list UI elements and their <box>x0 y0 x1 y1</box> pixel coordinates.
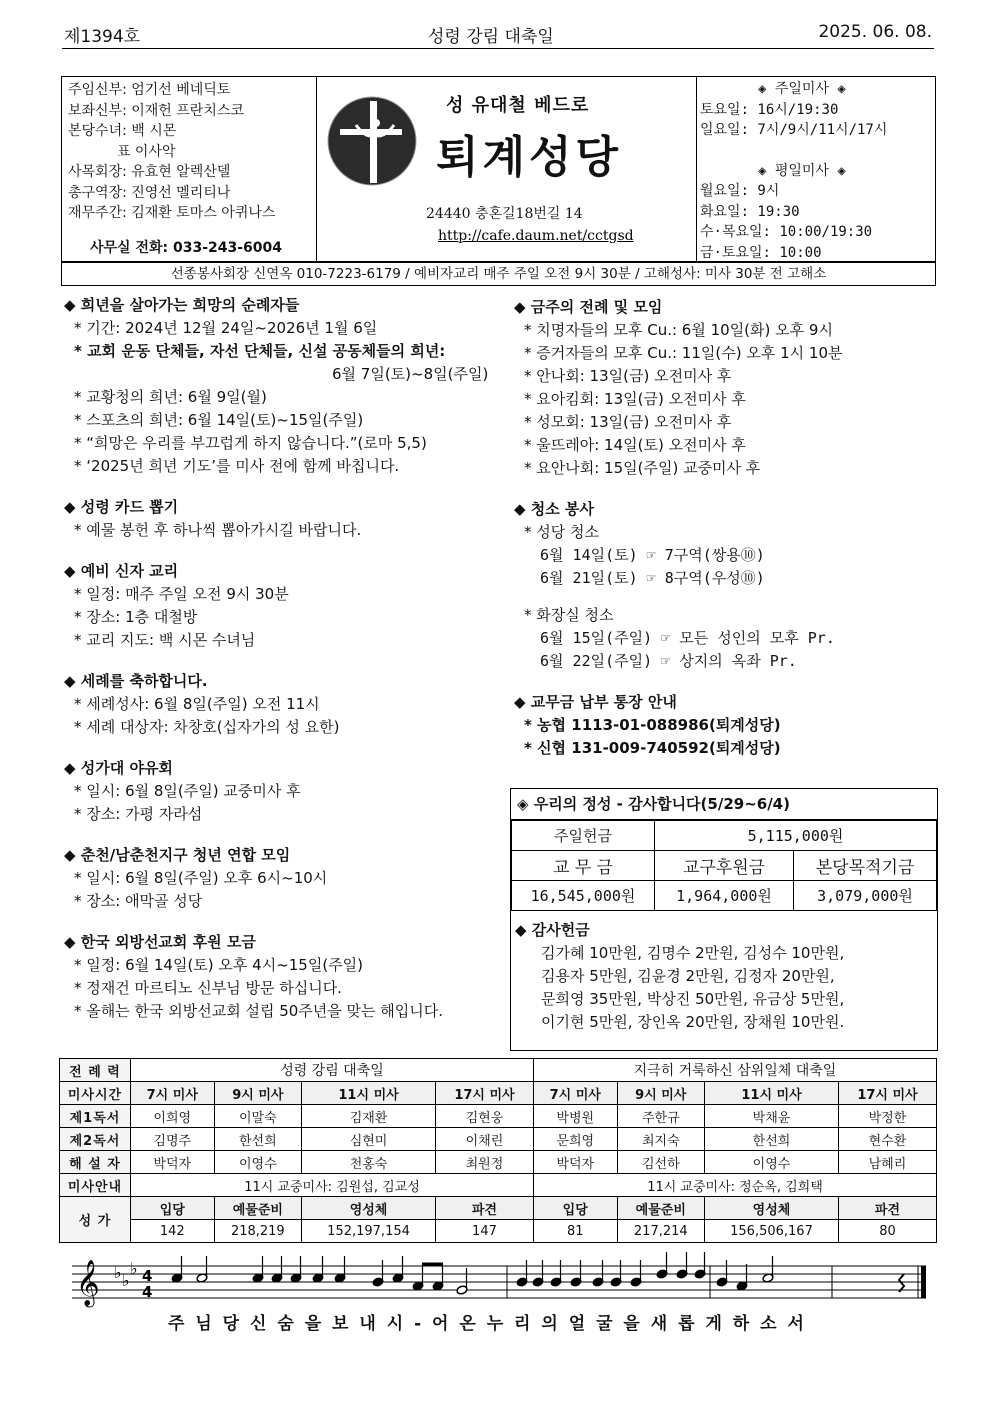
commentator-name: 이영수 <box>705 1151 839 1174</box>
section-item: * 장소: 가평 자라섬 <box>74 805 203 823</box>
section-title: ◆ 성령 카드 뽑기 <box>64 498 179 516</box>
brand-subtitle: 성 유대철 베드로 <box>446 95 590 116</box>
mass-time-header: 7시 미사 <box>131 1082 215 1105</box>
gift-title: ◆ 감사헌금 <box>515 921 590 939</box>
reader-name: 심현미 <box>302 1128 436 1151</box>
feast-2: 지극히 거룩하신 삼위일체 대축일 <box>533 1059 936 1082</box>
weekday-mass-tue: 화요일: 19:30 <box>700 203 800 220</box>
section-item: * 성당 청소 <box>524 523 599 541</box>
commentator-name: 천홍숙 <box>302 1151 436 1174</box>
hymn-label: 영성체 <box>705 1197 839 1220</box>
hymn-number: 142 <box>131 1220 215 1243</box>
gift-line: 김용자 5만원, 김윤경 2만원, 김정자 20만원, <box>541 967 835 985</box>
svg-text:4: 4 <box>142 1283 153 1301</box>
announcement-section <box>64 496 504 542</box>
sunday-mass-sun: 일요일: 7시/9시/11시/17시 <box>700 122 888 138</box>
info-bar: 선종봉사회장 신연옥 010-7223-6179 / 예비자교리 매주 주일 오전 9시 30분 / 고해성사: 미사 30분 전 고해소 <box>61 262 936 286</box>
commentator-name: 최원정 <box>435 1151 533 1174</box>
section-item: 6월 15일(주일) ☞ 모든 성인의 모후 Pr. <box>540 629 835 647</box>
svg-text:♭: ♭ <box>114 1263 122 1282</box>
section-item: * ‘2025년 희년 기도’를 미사 전에 함께 바칩니다. <box>74 457 400 475</box>
staff-line: 주임신부: 엄기선 베네딕토 <box>68 82 231 98</box>
mass-guide-1: 11시 교중미사: 김원섭, 김교성 <box>131 1174 534 1197</box>
commentator-name: 박덕자 <box>533 1151 617 1174</box>
hymn-number: 156,506,167 <box>705 1220 839 1243</box>
hymn-number: 147 <box>435 1220 533 1243</box>
row-label: 미사안내 <box>60 1174 131 1197</box>
section-item: 6월 14일(토) ☞ 7구역(쌍용⑩) <box>540 546 765 564</box>
section-item: * 교리 지도: 백 시몬 수녀님 <box>74 631 256 649</box>
section-item: * 농협 1113-01-088986(퇴계성당) <box>524 716 781 734</box>
staff-line: 보좌신부: 이재헌 프란치스코 <box>68 102 244 119</box>
church-logo-icon <box>326 95 418 187</box>
section-item: * 올해는 한국 외방선교회 설립 50주년을 맞는 해입니다. <box>74 1002 444 1020</box>
section-item: 6월 21일(토) ☞ 8구역(우성⑩) <box>540 569 765 587</box>
offering-value: 3,079,000원 <box>794 881 937 911</box>
mass-guide-2: 11시 교중미사: 정순옥, 김희택 <box>533 1174 936 1197</box>
row-label: 성 가 <box>60 1197 131 1243</box>
offering-table <box>511 820 937 911</box>
section-item: * 기간: 2024년 12월 24일~2026년 1월 6일 <box>74 319 378 337</box>
thanks-box <box>510 788 938 1051</box>
row-label: 미사시간 <box>60 1082 131 1105</box>
sunday-offering-label: 주일헌금 <box>512 821 655 851</box>
liturgy-schedule-table <box>59 1058 937 1243</box>
section-title: ◆ 금주의 전례 및 모임 <box>514 298 663 316</box>
row-label: 해 설 자 <box>60 1151 131 1174</box>
announcement-section <box>514 296 934 480</box>
music-staff <box>62 1252 934 1312</box>
staff-line: 사목회장: 유효현 알렉산델 <box>68 164 231 180</box>
reader-name: 이말숙 <box>214 1105 302 1128</box>
reader-name: 이희영 <box>131 1105 215 1128</box>
hymn-label: 예물준비 <box>214 1197 302 1220</box>
left-announcements <box>64 294 504 1023</box>
staff-line: 재무주간: 김재환 토마스 아퀴나스 <box>68 205 276 221</box>
section-item: * 세례 대상자: 차창호(십자가의 성 요한) <box>74 718 340 736</box>
staff-line: 총구역장: 진영선 멜리티나 <box>68 184 231 201</box>
mass-time-header: 9시 미사 <box>617 1082 705 1105</box>
offering-label: 교구후원금 <box>655 851 794 881</box>
commentator-name: 남혜리 <box>838 1151 936 1174</box>
header-box <box>61 76 936 262</box>
section-title: ◆ 예비 신자 교리 <box>64 562 179 580</box>
section-item: * 치명자들의 모후 Cu.: 6월 10일(화) 오후 9시 <box>524 321 833 339</box>
section-item: * 화장실 청소 <box>524 606 614 624</box>
row-label: 제2독서 <box>60 1128 131 1151</box>
page-title: 성령 강림 대축일 <box>428 27 554 47</box>
mass-time-header: 7시 미사 <box>533 1082 617 1105</box>
top-line <box>62 22 934 49</box>
section-title: ◆ 교무금 납부 통장 안내 <box>514 693 677 711</box>
section-item: * 요아킴회: 13일(금) 오전미사 후 <box>524 390 746 408</box>
hymn-label: 입당 <box>131 1197 215 1220</box>
section-item: * 신협 131-009-740592(퇴계성당) <box>524 739 781 757</box>
hymn-label: 입당 <box>533 1197 617 1220</box>
section-item: * 울뜨레아: 14일(토) 오전미사 후 <box>524 436 746 454</box>
row-label: 제1독서 <box>60 1105 131 1128</box>
announcement-section <box>64 560 504 652</box>
commentator-name: 이영수 <box>214 1151 302 1174</box>
staff-line: 본당수녀: 백 시몬 <box>68 123 177 139</box>
staff-list <box>62 77 316 224</box>
section-item: * 증거자들의 모후 Cu.: 11일(수) 오후 1시 10분 <box>524 344 843 362</box>
section-item: * 교황청의 희년: 6월 9일(월) <box>74 388 267 406</box>
hymn-number: 218,219 <box>214 1220 302 1243</box>
sunday-offering-value: 5,115,000원 <box>655 821 937 851</box>
section-item: * 일시: 6월 8일(주일) 오후 6시~10시 <box>74 869 328 887</box>
gift-line: 문희영 35만원, 박상진 50만원, 유금상 5만원, <box>541 990 845 1008</box>
hymn-label: 파견 <box>435 1197 533 1220</box>
commentator-name: 김선하 <box>617 1151 705 1174</box>
offering-value: 16,545,000원 <box>512 881 655 911</box>
mass-time-header: 11시 미사 <box>705 1082 839 1105</box>
announcement-section <box>514 498 934 673</box>
reader-name: 문희영 <box>533 1128 617 1151</box>
reader-name: 박정한 <box>838 1105 936 1128</box>
hymn-lyrics: 주 님 당 신 숨 을 보 내 시 - 어 온 누 리 의 얼 굴 을 새 롭 게 하 소 서 <box>168 1314 807 1334</box>
section-item: * 성모회: 13일(금) 오전미사 후 <box>524 413 732 431</box>
section-item: * 세례성사: 6월 8일(주일) 오전 11시 <box>74 695 320 713</box>
gift-section <box>511 911 937 1034</box>
thanks-title: ◈ 우리의 정성 - 감사합니다(5/29~6/4) <box>511 789 937 820</box>
commentator-name: 박덕자 <box>131 1151 215 1174</box>
weekday-mass-wedthu: 수·목요일: 10:00/19:30 <box>700 224 873 240</box>
issue-number: 제1394호 <box>64 27 141 47</box>
reader-name: 이채린 <box>435 1128 533 1151</box>
treble-clef-icon: 𝄞 <box>76 1260 100 1306</box>
offering-label: 교 무 금 <box>512 851 655 881</box>
hymn-label: 영성체 <box>302 1197 436 1220</box>
section-title: ◆ 세례를 축하합니다. <box>64 672 208 690</box>
offering-value: 1,964,000원 <box>655 881 794 911</box>
section-item: * 일정: 매주 주일 오전 9시 30분 <box>74 585 289 603</box>
cafe-link[interactable]: http://cafe.daum.net/cctgsd <box>438 228 634 244</box>
office-phone: 사무실 전화: 033-243-6004 <box>90 240 282 256</box>
right-announcements <box>514 296 934 760</box>
staff-line: 표 이사악 <box>68 143 176 160</box>
section-item: * 요안나회: 15일(주일) 교중미사 후 <box>524 459 761 477</box>
offering-label: 본당목적기금 <box>794 851 937 881</box>
hymn-number: 152,197,154 <box>302 1220 436 1243</box>
section-item: * 스포츠의 희년: 6월 14일(토)~15일(주일) <box>74 411 364 429</box>
section-title: ◆ 희년을 살아가는 희망의 순례자들 <box>64 296 300 314</box>
section-item: * 일정: 6월 14일(토) 오후 4시~15일(주일) <box>74 956 364 974</box>
hymn-number: 217,214 <box>617 1220 705 1243</box>
gift-line: 이기현 5만원, 장인옥 20만원, 장채원 10만원. <box>541 1013 845 1031</box>
reader-name: 최지숙 <box>617 1128 705 1151</box>
brand-column <box>316 77 697 261</box>
staff-column <box>62 77 317 261</box>
section-item: 6월 7일(토)~8일(주일) <box>332 365 489 383</box>
reader-name: 현수환 <box>838 1128 936 1151</box>
brand-name: 퇴계성당 <box>436 132 623 183</box>
section-item: * “희망은 우리를 부끄럽게 하지 않습니다.”(로마 5,5) <box>74 434 427 452</box>
row-label: 전 례 력 <box>60 1059 131 1082</box>
mass-times <box>696 77 935 263</box>
section-item: 6월 22일(주일) ☞ 상지의 옥좌 Pr. <box>540 652 797 670</box>
svg-text:♭: ♭ <box>130 1259 138 1278</box>
address: 24440 충혼길18번길 14 <box>426 206 583 222</box>
section-title: ◆ 한국 외방선교회 후원 모금 <box>64 933 256 951</box>
section-item: * 일시: 6월 8일(주일) 교중미사 후 <box>74 782 301 800</box>
reader-name: 김재환 <box>302 1105 436 1128</box>
svg-text:♭: ♭ <box>122 1271 130 1290</box>
hymn-number: 81 <box>533 1220 617 1243</box>
section-item: * 예물 봉헌 후 하나씩 뽑아가시길 바랍니다. <box>74 521 362 539</box>
svg-text:4: 4 <box>142 1267 153 1285</box>
hymn-label: 예물준비 <box>617 1197 705 1220</box>
mass-time-header: 9시 미사 <box>214 1082 302 1105</box>
section-title: ◆ 춘천/남춘천지구 청년 연합 모임 <box>64 846 291 864</box>
reader-name: 한선희 <box>705 1128 839 1151</box>
reader-name: 박병원 <box>533 1105 617 1128</box>
announcement-section <box>514 691 934 760</box>
section-item: * 장소: 애막골 성당 <box>74 892 203 910</box>
announcement-section <box>64 294 504 478</box>
sunday-mass-title: ◈ 주일미사 ◈ <box>758 81 846 97</box>
reader-name: 한선희 <box>214 1128 302 1151</box>
weekday-mass-mon: 월요일: 9시 <box>700 183 780 199</box>
mass-time-header: 17시 미사 <box>838 1082 936 1105</box>
section-item: * 교회 운동 단체들, 자선 단체들, 신설 공동체들의 희년: <box>74 342 446 360</box>
announcement-section <box>64 844 504 913</box>
section-item: * 정재건 마르티노 신부님 방문 하십니다. <box>74 979 342 997</box>
announcement-section <box>64 670 504 739</box>
section-title: ◆ 성가대 야유회 <box>64 759 173 777</box>
reader-name: 주한규 <box>617 1105 705 1128</box>
issue-date: 2025. 06. 08. <box>818 22 932 42</box>
section-title: ◆ 청소 봉사 <box>514 500 594 518</box>
announcement-section <box>64 931 504 1023</box>
sunday-mass-sat: 토요일: 16시/19:30 <box>700 101 839 118</box>
reader-name: 김현웅 <box>435 1105 533 1128</box>
hymn-number: 80 <box>838 1220 936 1243</box>
hymn-label: 파견 <box>838 1197 936 1220</box>
feast-1: 성령 강림 대축일 <box>131 1059 534 1082</box>
weekday-mass-title: ◈ 평일미사 ◈ <box>758 162 846 179</box>
reader-name: 김명주 <box>131 1128 215 1151</box>
weekday-mass-frisat: 금·토요일: 10:00 <box>700 244 822 261</box>
mass-time-header: 17시 미사 <box>435 1082 533 1105</box>
reader-name: 박채윤 <box>705 1105 839 1128</box>
section-item: * 안나회: 13일(금) 오전미사 후 <box>524 367 732 385</box>
gift-line: 김가혜 10만원, 김명수 2만원, 김성수 10만원, <box>541 944 845 962</box>
section-item: * 장소: 1층 대철방 <box>74 608 198 626</box>
mass-time-header: 11시 미사 <box>302 1082 436 1105</box>
announcement-section <box>64 757 504 826</box>
mass-column <box>696 77 935 261</box>
